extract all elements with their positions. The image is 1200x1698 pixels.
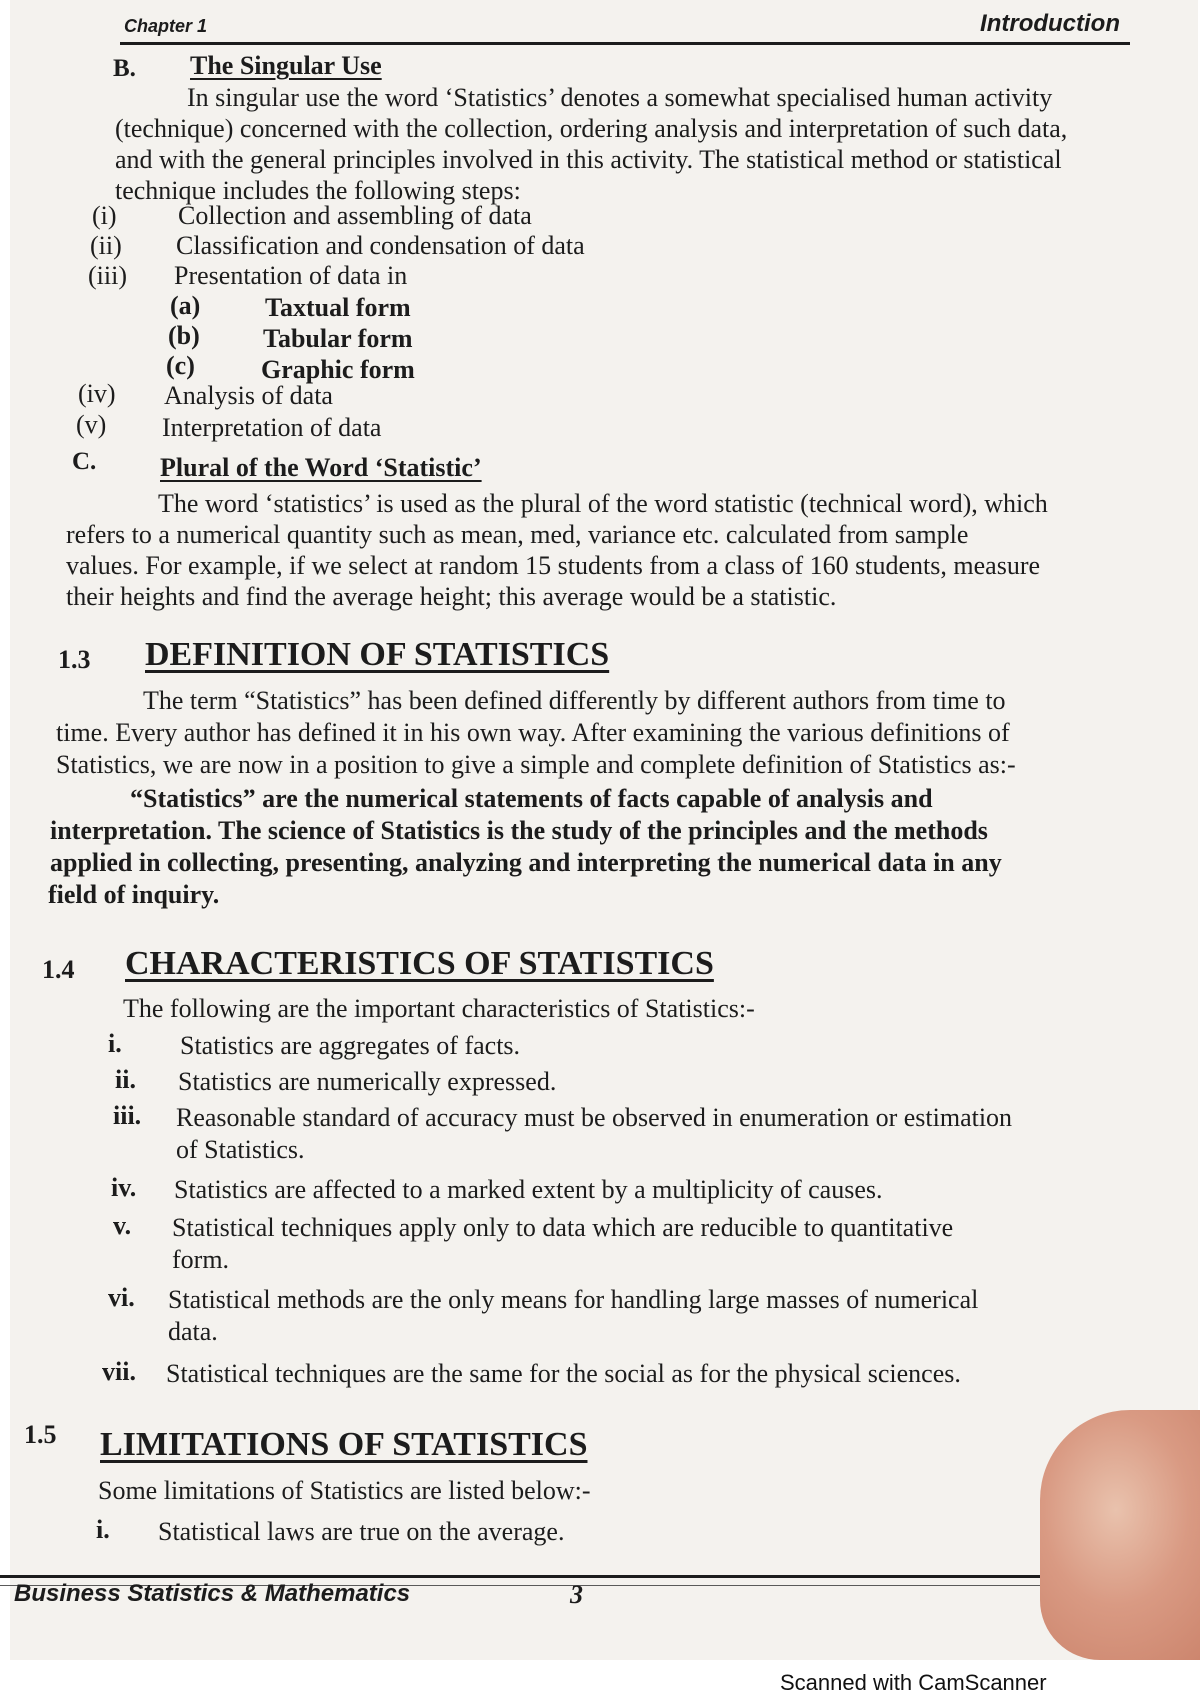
item-text: Statistics are aggregates of facts. <box>180 1031 521 1060</box>
item-text: Statistics are affected to a marked extent by a multiplicity of causes. <box>174 1175 883 1204</box>
step-number: (iv) <box>78 379 116 408</box>
item-number: iv. <box>111 1173 137 1202</box>
paragraph-line: refers to a numerical quantity such as mean, med, variance etc. calculated from sample <box>66 520 969 549</box>
step-text: Interpretation of data <box>162 413 382 442</box>
definition-line: field of inquiry. <box>48 880 220 909</box>
step-number: (iii) <box>88 261 127 290</box>
finger-thumb <box>1040 1410 1200 1660</box>
section-label: Introduction <box>980 10 1120 37</box>
section-number: 1.4 <box>42 955 75 984</box>
step-text: Analysis of data <box>164 381 333 410</box>
subsection-heading: The Singular Use <box>190 51 382 80</box>
step-number: (i) <box>92 201 117 230</box>
item-number: ii. <box>115 1065 136 1094</box>
footer-book-title: Business Statistics & Mathematics <box>14 1580 411 1607</box>
footer-rule <box>0 1575 1188 1578</box>
paragraph-line: The word ‘statistics’ is used as the plural of the word statistic (technical word), which <box>158 489 1048 518</box>
section-title: LIMITATIONS OF STATISTICS <box>100 1426 588 1463</box>
camscanner-watermark: Scanned with CamScanner <box>780 1670 1047 1695</box>
definition-line: interpretation. The science of Statistics is the study of the principles and the methods <box>50 816 988 845</box>
item-text: Statistics are numerically expressed. <box>178 1067 557 1096</box>
form-text: Taxtual form <box>265 293 411 322</box>
item-number: i. <box>108 1029 122 1058</box>
step-number: (ii) <box>90 231 122 260</box>
form-number: (b) <box>168 321 200 350</box>
form-number: (a) <box>170 291 201 320</box>
item-text: form. <box>172 1245 230 1274</box>
item-number: vii. <box>102 1357 136 1386</box>
form-text: Graphic form <box>261 355 415 384</box>
item-text: data. <box>168 1317 218 1346</box>
list-intro: Some limitations of Statistics are listed below:- <box>98 1476 591 1505</box>
definition-line: “Statistics” are the numerical statements of facts capable of analysis and <box>130 784 933 813</box>
definition-line: applied in collecting, presenting, analyzing and interpreting the numerical data in any <box>50 848 1002 877</box>
step-text: Classification and condensation of data <box>176 231 585 260</box>
item-number: v. <box>113 1211 132 1240</box>
item-number: iii. <box>113 1101 142 1130</box>
item-text: Reasonable standard of accuracy must be observed in enumeration or estimation <box>176 1103 1013 1132</box>
item-text: Statistical laws are true on the average. <box>158 1517 565 1546</box>
paragraph-line: time. Every author has defined it in his own way. After examining the various definitions of <box>56 718 1010 747</box>
page-header <box>120 8 1130 45</box>
paragraph-line: and with the general principles involved in this activity. The statistical method or statistical <box>115 145 1062 174</box>
subsection-mark: C. <box>72 448 97 475</box>
item-number: i. <box>96 1515 110 1544</box>
item-text: of Statistics. <box>176 1135 305 1164</box>
paragraph-line: Statistics, we are now in a position to give a simple and complete definition of Statistics as:- <box>56 750 1016 779</box>
page-number: 3 <box>570 1580 583 1609</box>
section-number: 1.3 <box>58 645 91 674</box>
paragraph-line: (technique) concerned with the collection, ordering analysis and interpretation of such data, <box>115 114 1068 143</box>
item-text: Statistical methods are the only means for handling large masses of numerical <box>168 1285 979 1314</box>
step-number: (v) <box>76 410 107 439</box>
form-number: (c) <box>166 351 195 380</box>
item-text: Statistical techniques apply only to data which are reducible to quantitative <box>172 1213 954 1242</box>
paragraph-line: technique includes the following steps: <box>115 176 521 205</box>
section-number: 1.5 <box>24 1420 57 1449</box>
paragraph-line: In singular use the word ‘Statistics’ denotes a somewhat specialised human activity <box>187 83 1053 112</box>
subsection-mark: B. <box>113 55 136 82</box>
paragraph-line: The term “Statistics” has been defined differently by different authors from time to <box>143 686 1006 715</box>
chapter-label: Chapter 1 <box>124 16 208 36</box>
subsection-heading: Plural of the Word ‘Statistic’ <box>160 453 482 482</box>
list-intro: The following are the important characteristics of Statistics:- <box>123 994 755 1023</box>
item-number: vi. <box>108 1283 135 1312</box>
form-text: Tabular form <box>263 324 413 353</box>
step-text: Presentation of data in <box>174 261 408 290</box>
paragraph-line: their heights and find the average height; this average would be a statistic. <box>66 582 837 611</box>
paragraph-line: values. For example, if we select at random 15 students from a class of 160 students, measure <box>66 551 1041 580</box>
item-text: Statistical techniques are the same for the social as for the physical sciences. <box>166 1359 961 1388</box>
section-title: CHARACTERISTICS OF STATISTICS <box>125 945 714 982</box>
step-text: Collection and assembling of data <box>178 201 532 230</box>
section-title: DEFINITION OF STATISTICS <box>145 636 610 673</box>
